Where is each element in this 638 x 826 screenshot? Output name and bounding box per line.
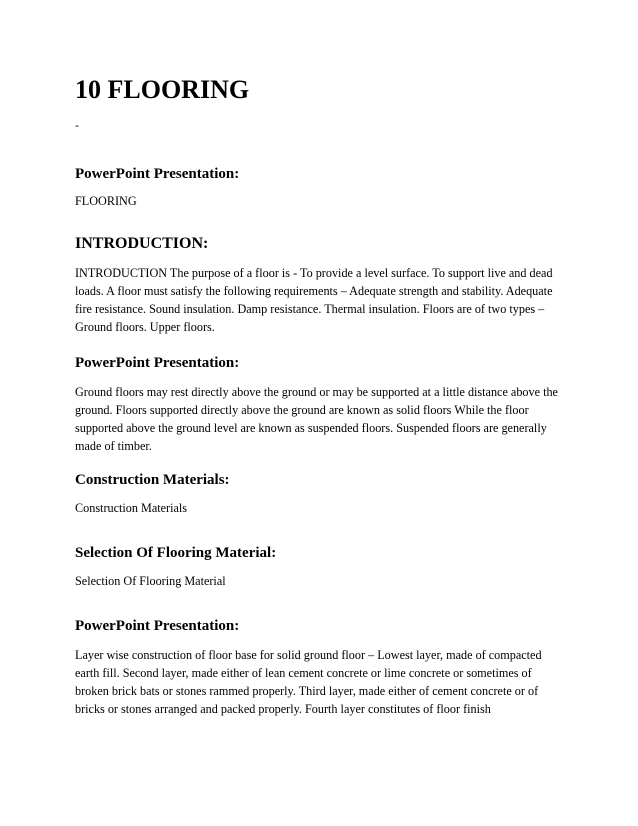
document-title: 10 FLOORING	[75, 75, 250, 104]
section-body-construction-materials: Construction Materials	[75, 501, 188, 515]
section-heading-powerpoint-3: PowerPoint Presentation:	[75, 618, 240, 634]
section-heading-construction-materials: Construction Materials:	[75, 472, 230, 488]
section-body-ground-floors: Ground floors may rest directly above the ground or may be supported at a little distance above the ground. Floors supported directly above the ground are known as solid floors While the floor supported above the ground level are known as suspended floors. Suspended floors are generally made of timber.	[75, 385, 558, 453]
section-heading-introduction: INTRODUCTION:	[75, 235, 209, 252]
section-heading-powerpoint-1: PowerPoint Presentation:	[75, 166, 240, 182]
section-body-layer-construction: Layer wise construction of floor base for solid ground floor – Lowest layer, made of compacted earth fill. Second layer, made either of lean cement concrete or lime concrete or sometimes of broken brick bats or stones rammed properly. Third layer, made either of cement concrete or of bricks or stones arranged and packed properly. Fourth layer constitutes of floor finish	[75, 648, 542, 716]
title-separator-dash: -	[75, 118, 79, 132]
section-body-introduction: INTRODUCTION The purpose of a floor is - To provide a level surface. To support live and dead loads. A floor must satisfy the following requirements – Adequate strength and stability. Adequate fire resistance. Sound insulation. Damp resistance. Thermal insulation. Floors are of two types – Ground floors. Upper floors.	[75, 266, 553, 334]
section-heading-powerpoint-2: PowerPoint Presentation:	[75, 355, 240, 371]
section-body-flooring: FLOORING	[75, 194, 137, 208]
section-heading-selection-flooring-material: Selection Of Flooring Material:	[75, 545, 277, 561]
section-body-selection-flooring-material: Selection Of Flooring Material	[75, 574, 226, 588]
